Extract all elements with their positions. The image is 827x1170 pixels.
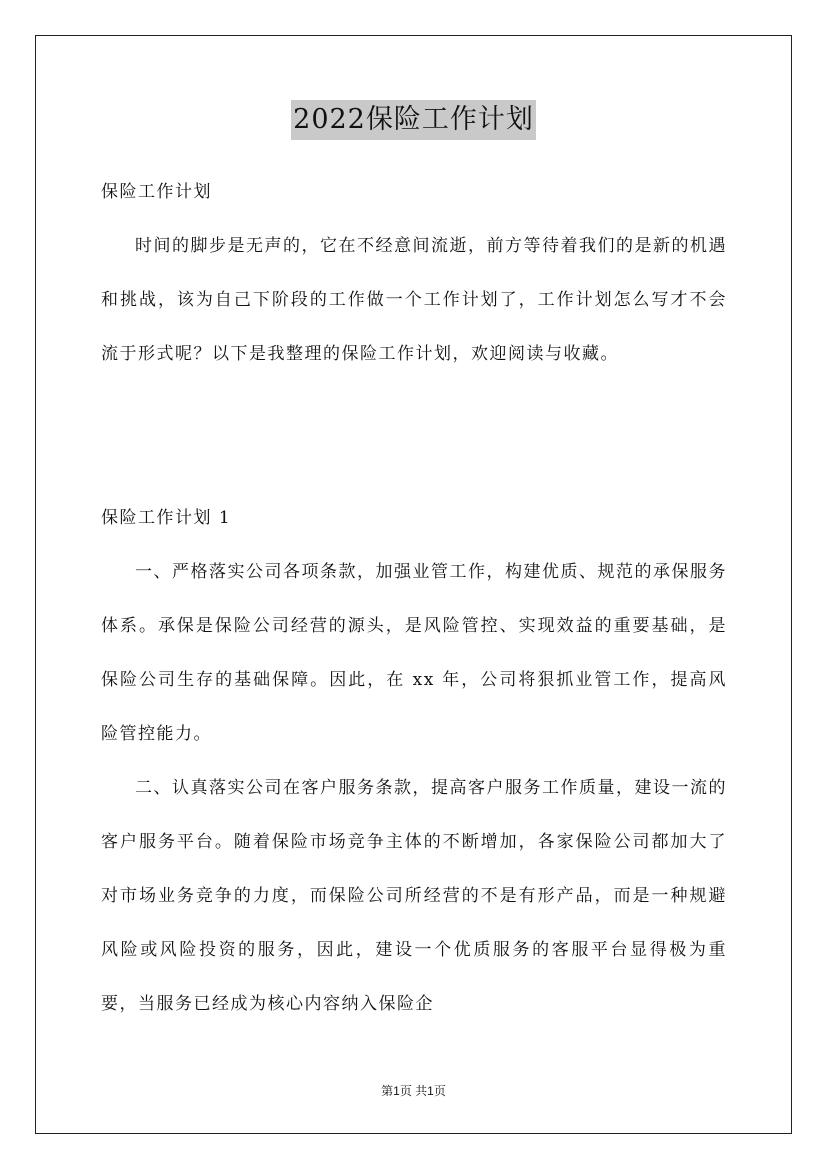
document-title: 2022保险工作计划	[291, 100, 536, 140]
section1-paragraph-1: 一、严格落实公司各项条款，加强业管工作，构建优质、规范的承保服务体系。承保是保险公司经营的源头，是风险管控、实现效益的重要基础，是保险公司生存的基础保障。因此，在 xx 年，公司将狠抓业管工作，提高风险管控能力。	[101, 562, 727, 744]
section1-heading: 保险工作计划 1	[101, 508, 232, 528]
intro-section	[101, 165, 727, 381]
section1-paragraph-2: 二、认真落实公司在客户服务条款，提高客户服务工作质量，建设一流的客户服务平台。随着保险市场竞争主体的不断增加，各家保险公司都加大了对市场业务竞争的力度，而保险公司所经营的不是有形产品，而是一种规避风险或风险投资的服务，因此，建设一个优质服务的客服平台显得极为重要，当服务已经成为核心内容纳入保险企	[101, 778, 727, 1014]
intro-paragraph: 时间的脚步是无声的，它在不经意间流逝，前方等待着我们的是新的机遇和挑战，该为自己下阶段的工作做一个工作计划了，工作计划怎么写才不会流于形式呢？以下是我整理的保险工作计划，欢迎阅读与收藏。	[101, 236, 727, 364]
page-footer: 第1页 共1页	[381, 1084, 446, 1098]
section-1	[101, 491, 727, 1031]
title-container	[0, 100, 827, 140]
intro-heading: 保险工作计划	[101, 182, 212, 202]
